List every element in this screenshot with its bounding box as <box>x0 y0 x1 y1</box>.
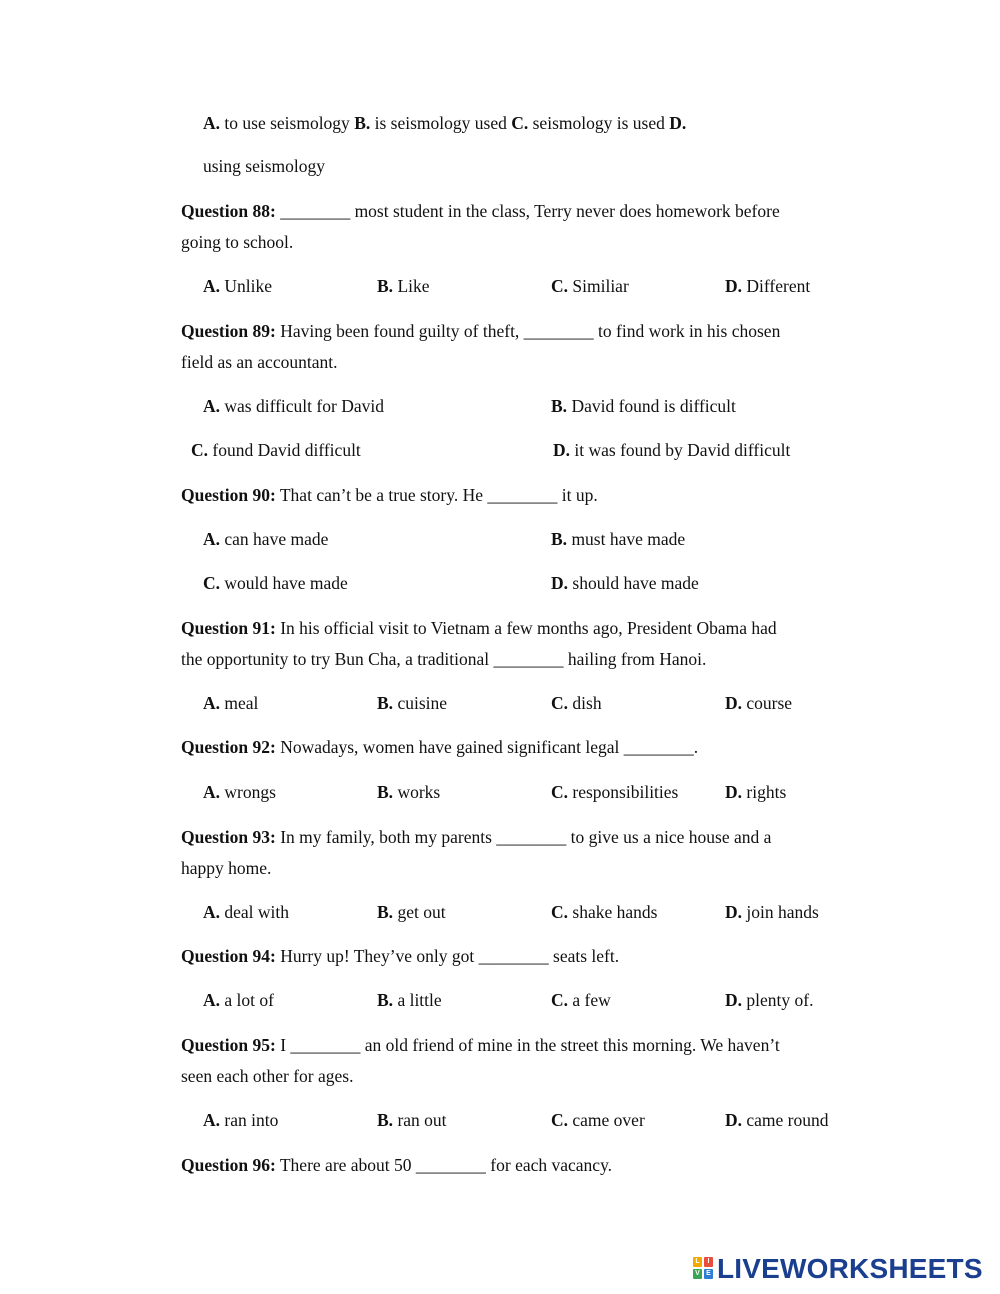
question-90-text: That can’t be a true story. He ________ it up. <box>275 485 598 505</box>
option-text: ran out <box>393 1110 447 1130</box>
question-96-line-1 <box>181 1154 612 1176</box>
option-text: get out <box>393 902 446 922</box>
question-95-text: I ________ an old friend of mine in the street this morning. We haven’t <box>275 1035 780 1055</box>
option-letter: B. <box>377 990 394 1010</box>
question-92-label: Question 92: <box>181 737 276 757</box>
option-letter: A. <box>203 276 221 296</box>
q95-option-a[interactable] <box>203 1109 278 1131</box>
question-90-line-1 <box>181 484 598 506</box>
q90-option-a[interactable] <box>203 528 328 550</box>
q88-option-d[interactable] <box>725 275 810 297</box>
option-text: it was found by David difficult <box>570 440 791 460</box>
question-93-text-cont: happy home. <box>181 858 272 878</box>
option-letter: C. <box>551 902 569 922</box>
q94-option-d[interactable] <box>725 989 813 1011</box>
q91-option-d[interactable] <box>725 692 792 714</box>
option-text: join hands <box>742 902 819 922</box>
logo-text: LIVEWORKSHEETS <box>717 1253 983 1284</box>
q94-option-a[interactable] <box>203 989 274 1011</box>
option-text: shake hands <box>568 902 658 922</box>
option-letter: A. <box>203 902 221 922</box>
question-91-text: In his official visit to Vietnam a few months ago, President Obama had <box>275 618 777 638</box>
question-92-text: Nowadays, women have gained significant legal ________. <box>275 737 699 757</box>
option-text: a lot of <box>220 990 274 1010</box>
option-letter: B. <box>377 902 394 922</box>
option-letter: D. <box>725 693 743 713</box>
logo-mark-v: V <box>693 1269 702 1279</box>
question-91-line-2 <box>181 648 706 670</box>
option-text: a few <box>568 990 611 1010</box>
option-text: ran into <box>220 1110 279 1130</box>
q91-option-c[interactable] <box>551 692 602 714</box>
option-letter: C. <box>551 1110 569 1130</box>
option-text: deal with <box>220 902 290 922</box>
option-text: must have made <box>567 529 686 549</box>
option-text: course <box>742 693 793 713</box>
question-90-label: Question 90: <box>181 485 276 505</box>
question-88-label: Question 88: <box>181 201 276 221</box>
question-88-text-cont: going to school. <box>181 232 294 252</box>
question-96-text: There are about 50 ________ for each vacancy. <box>275 1155 613 1175</box>
question-89-line-2 <box>181 351 337 373</box>
q90-option-c[interactable] <box>203 572 348 594</box>
option-letter: A. <box>203 1110 221 1130</box>
question-88-line-1 <box>181 200 780 222</box>
question-95-label: Question 95: <box>181 1035 276 1055</box>
option-letter: B. <box>377 276 394 296</box>
option-text: Similiar <box>568 276 629 296</box>
option-letter: B. <box>377 693 394 713</box>
option-letter: C. <box>551 276 569 296</box>
option-text: dish <box>568 693 602 713</box>
question-94-text: Hurry up! They’ve only got ________ seats left. <box>275 946 620 966</box>
logo-mark-l: L <box>693 1257 702 1267</box>
option-text: cuisine <box>393 693 448 713</box>
option-text: plenty of. <box>742 990 814 1010</box>
option-letter: C. <box>551 782 569 802</box>
q92-option-c[interactable] <box>551 781 678 803</box>
option-letter: C. <box>551 990 569 1010</box>
question-89-text-cont: field as an accountant. <box>181 352 338 372</box>
question-94-label: Question 94: <box>181 946 276 966</box>
q92-option-d[interactable] <box>725 781 786 803</box>
q87-option-a-text: to use seismology <box>220 113 355 133</box>
q87-option-d-letter: D. <box>669 113 687 133</box>
option-text: Like <box>393 276 430 296</box>
question-93-line-2 <box>181 857 271 879</box>
liveworksheets-logo <box>693 1254 983 1284</box>
q87-options-line-2 <box>203 155 325 177</box>
logo-mark-i: I <box>704 1257 713 1267</box>
option-letter: D. <box>553 440 571 460</box>
logo-mark-e: E <box>704 1269 713 1279</box>
option-letter: B. <box>377 782 394 802</box>
q87-option-c-text: seismology is used <box>528 113 670 133</box>
q91-option-a[interactable] <box>203 692 258 714</box>
option-letter: D. <box>725 990 743 1010</box>
question-93-label: Question 93: <box>181 827 276 847</box>
question-96-label: Question 96: <box>181 1155 276 1175</box>
option-text: meal <box>220 693 259 713</box>
option-text: wrongs <box>220 782 276 802</box>
question-89-label: Question 89: <box>181 321 276 341</box>
option-letter: A. <box>203 396 221 416</box>
option-text: came over <box>568 1110 645 1130</box>
q87-option-a-letter: A. <box>203 113 221 133</box>
option-text: should have made <box>568 573 699 593</box>
option-letter: C. <box>191 440 209 460</box>
q88-option-b[interactable] <box>377 275 430 297</box>
q93-option-a[interactable] <box>203 901 289 923</box>
q93-option-d[interactable] <box>725 901 819 923</box>
option-letter: D. <box>725 902 743 922</box>
q89-option-c[interactable] <box>191 439 361 461</box>
option-text: responsibilities <box>568 782 679 802</box>
liveworksheets-mark-icon <box>693 1257 715 1281</box>
question-95-text-cont: seen each other for ages. <box>181 1066 354 1086</box>
option-text: would have made <box>220 573 348 593</box>
option-text: rights <box>742 782 787 802</box>
q93-option-c[interactable] <box>551 901 657 923</box>
option-letter: D. <box>551 573 569 593</box>
option-text: was difficult for David <box>220 396 384 416</box>
q92-option-b[interactable] <box>377 781 440 803</box>
option-text: works <box>393 782 441 802</box>
q94-option-c[interactable] <box>551 989 611 1011</box>
question-89-line-1 <box>181 320 780 342</box>
option-letter: C. <box>203 573 221 593</box>
q87-option-b-text: is seismology used <box>370 113 512 133</box>
q87-option-b-letter: B. <box>354 113 371 133</box>
option-letter: A. <box>203 693 221 713</box>
q87-options-line-1 <box>203 112 686 134</box>
option-letter: D. <box>725 1110 743 1130</box>
question-93-text: In my family, both my parents ________ to give us a nice house and a <box>275 827 772 847</box>
question-95-line-2 <box>181 1065 353 1087</box>
q87-option-c-letter: C. <box>511 113 529 133</box>
q92-option-a[interactable] <box>203 781 276 803</box>
q95-option-c[interactable] <box>551 1109 645 1131</box>
question-91-label: Question 91: <box>181 618 276 638</box>
option-letter: C. <box>551 693 569 713</box>
question-88-text: ________ most student in the class, Terry never does homework before <box>275 201 780 221</box>
option-letter: B. <box>377 1110 394 1130</box>
question-93-line-1 <box>181 826 771 848</box>
q88-option-a[interactable] <box>203 275 272 297</box>
question-95-line-1 <box>181 1034 780 1056</box>
option-text: a little <box>393 990 442 1010</box>
option-letter: D. <box>725 782 743 802</box>
question-94-line-1 <box>181 945 619 967</box>
q94-option-b[interactable] <box>377 989 442 1011</box>
option-letter: D. <box>725 276 743 296</box>
option-letter: A. <box>203 782 221 802</box>
option-letter: B. <box>551 396 568 416</box>
q93-option-b[interactable] <box>377 901 446 923</box>
option-letter: A. <box>203 990 221 1010</box>
option-text: Different <box>742 276 811 296</box>
q95-option-d[interactable] <box>725 1109 829 1131</box>
option-text: came round <box>742 1110 829 1130</box>
q88-option-c[interactable] <box>551 275 629 297</box>
option-text: can have made <box>220 529 329 549</box>
q87-option-d-text: using seismology <box>203 156 326 176</box>
q89-option-b[interactable] <box>551 395 736 417</box>
option-letter: A. <box>203 529 221 549</box>
q89-option-a[interactable] <box>203 395 384 417</box>
option-text: found David difficult <box>208 440 361 460</box>
option-text: David found is difficult <box>567 396 736 416</box>
option-letter: B. <box>551 529 568 549</box>
q90-option-b[interactable] <box>551 528 685 550</box>
question-91-text-cont: the opportunity to try Bun Cha, a traditional ________ hailing from Hanoi. <box>181 649 707 669</box>
question-89-text: Having been found guilty of theft, ________ to find work in his chosen <box>275 321 781 341</box>
question-88-line-2 <box>181 231 293 253</box>
option-text: Unlike <box>220 276 273 296</box>
q95-option-b[interactable] <box>377 1109 447 1131</box>
question-91-line-1 <box>181 617 777 639</box>
question-92-line-1 <box>181 736 698 758</box>
q91-option-b[interactable] <box>377 692 447 714</box>
q89-option-d[interactable] <box>553 439 790 461</box>
q90-option-d[interactable] <box>551 572 699 594</box>
